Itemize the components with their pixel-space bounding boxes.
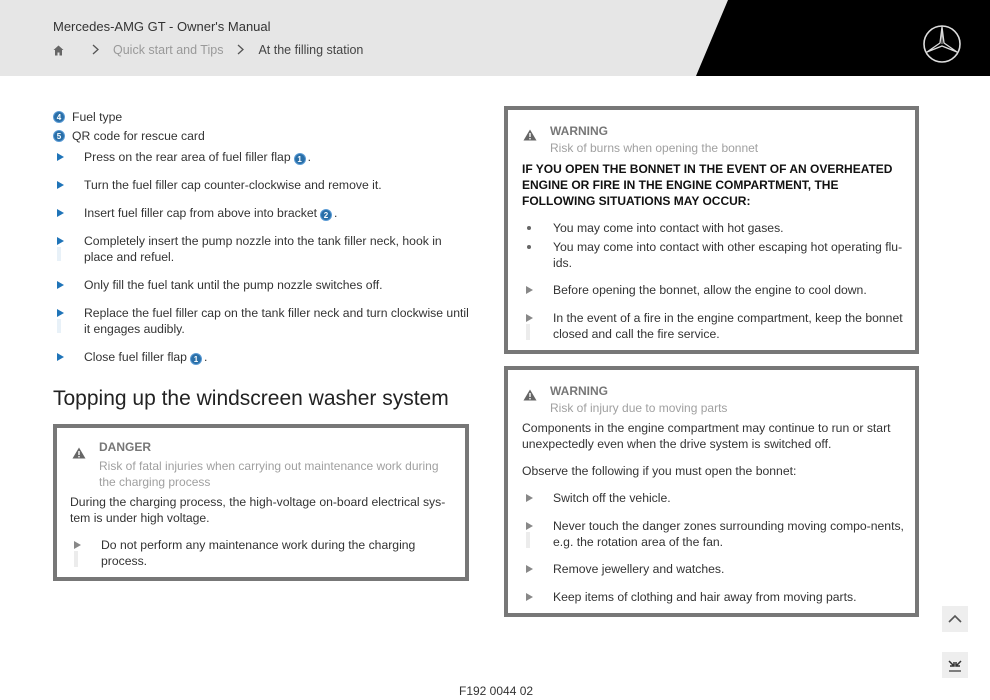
breadcrumb (53, 42, 363, 58)
warning-label: WARNING (550, 384, 608, 398)
step-text: Replace the fuel filler cap on the tank filler neck and turn clockwise until it engages audibly. (84, 306, 469, 336)
step-text: Only fill the fuel tank until the pump nozzle switches off. (84, 278, 383, 292)
warning-step (522, 589, 913, 605)
step-bar (74, 551, 78, 567)
callout-number: 1 (190, 353, 202, 365)
step-text: Never touch the danger zones surrounding moving compo-nents, e.g. the rotation area of the fan. (553, 519, 904, 549)
step-arrow-icon (57, 353, 64, 361)
step-text: Press on the rear area of fuel filler flap (84, 150, 291, 164)
bullet-dot (527, 226, 531, 230)
step-text: Keep items of clothing and hair away from moving parts. (553, 590, 857, 604)
step-text: Insert fuel filler cap from above into bracket (84, 206, 318, 220)
step-arrow-icon (57, 237, 64, 245)
step-text: Remove jewellery and watches. (553, 562, 725, 576)
instruction-step (53, 349, 473, 365)
step-text: Before opening the bonnet, allow the engine to cool down. (553, 283, 867, 297)
step-arrow-icon (526, 314, 533, 322)
step-arrow-icon (57, 309, 64, 317)
step-text: Turn the fuel filler cap counter-clockwise and remove it. (84, 178, 382, 192)
warning-subtitle: Risk of burns when opening the bonnet (550, 141, 759, 155)
chevron-up-icon (942, 606, 968, 632)
warning-caps-text: IF YOU OPEN THE BONNET IN THE EVENT OF AN OVERHEATED ENGINE OR FIRE IN THE ENGINE COMPARTMENT, THE FOLLOWING SITUATIONS MAY OCCUR: (522, 162, 893, 208)
bullet-text: You may come into contact with other escaping hot operating flu-ids. (553, 240, 903, 270)
callout-number: 5 (53, 130, 65, 142)
warning-step (522, 518, 913, 550)
figure-code: F192 0044 02 (459, 684, 534, 698)
danger-body: During the charging process, the high-voltage on-board electrical sys-tem is under high voltage. (70, 495, 446, 525)
scroll-to-top-button[interactable] (942, 606, 968, 632)
bullet-text: You may come into contact with hot gases. (553, 221, 784, 235)
instruction-step (53, 205, 473, 221)
step-text: Switch off the vehicle. (553, 491, 671, 505)
instruction-step (53, 305, 473, 337)
warning-body: Components in the engine compartment may continue to run or start unexpectedly even when the drive system is switched off. (522, 421, 891, 451)
step-arrow-icon (74, 541, 81, 549)
step-bar (526, 532, 530, 548)
callout-number: 1 (294, 153, 306, 165)
step-bar (57, 319, 61, 333)
step-bar (57, 247, 61, 261)
danger-subtitle: Risk of fatal injuries when carrying out maintenance work during the charging process (99, 459, 439, 489)
instruction-step (53, 233, 473, 265)
warning-triangle-icon (72, 446, 86, 458)
warning-triangle-icon (523, 128, 537, 140)
step-bar (526, 324, 530, 340)
warning-box-burns (504, 106, 919, 354)
warning-label: WARNING (550, 124, 608, 138)
bullet-item (522, 239, 913, 271)
step-text-end: . (334, 206, 338, 220)
list-item-label: QR code for rescue card (72, 128, 205, 143)
step-text-end: . (203, 350, 208, 364)
step-text: Do not perform any maintenance work during the charging process. (101, 538, 416, 568)
danger-box (53, 424, 469, 581)
step-text: Completely insert the pump nozzle into the tank filler neck, hook in place and refuel. (84, 234, 442, 264)
warning-box-moving-parts (504, 366, 919, 617)
step-arrow-icon (57, 153, 64, 161)
fuel-instructions (53, 107, 473, 365)
step-arrow-icon (57, 209, 64, 217)
step-arrow-icon (526, 286, 533, 294)
step-arrow-icon (526, 565, 533, 573)
list-item (53, 107, 473, 126)
list-item-label: Fuel type (72, 109, 123, 124)
step-text-end: . (307, 150, 312, 164)
collapse-button[interactable] (942, 652, 968, 678)
app-title: Mercedes-AMG GT - Owner's Manual (53, 19, 271, 34)
step-text: In the event of a fire in the engine compartment, keep the bonnet closed and call the fire service. (553, 311, 903, 341)
instruction-step (53, 149, 473, 165)
home-icon[interactable] (53, 45, 64, 56)
warning-step (522, 310, 913, 342)
callout-number: 2 (320, 209, 332, 221)
warning-subtitle: Risk of injury due to moving parts (550, 401, 728, 415)
instruction-step (53, 177, 473, 193)
mercedes-star-logo[interactable] (922, 24, 962, 64)
section-title: Topping up the windscreen washer system (53, 387, 449, 410)
warning-triangle-icon (523, 388, 537, 400)
step-text: Close fuel filler flap (84, 350, 187, 364)
bullet-dot (527, 245, 531, 249)
breadcrumb-current: At the filling station (258, 43, 364, 57)
callout-number: 4 (53, 111, 65, 123)
step-arrow-icon (526, 522, 533, 530)
warning-step (522, 561, 913, 577)
step-arrow-icon (526, 494, 533, 502)
warning-step (522, 490, 913, 506)
breadcrumb-link-quick-start[interactable]: Quick start and Tips (113, 43, 224, 57)
list-item (53, 126, 473, 145)
collapse-icon (942, 652, 968, 678)
danger-label: DANGER (99, 440, 152, 454)
step-arrow-icon (526, 593, 533, 601)
bullet-item (522, 220, 913, 236)
chevron-right-icon (237, 43, 244, 58)
step-arrow-icon (57, 281, 64, 289)
warning-body: Observe the following if you must open the bonnet: (522, 464, 797, 478)
instruction-step (53, 277, 473, 293)
danger-step (70, 537, 451, 569)
warning-step (522, 282, 913, 298)
step-arrow-icon (57, 181, 64, 189)
chevron-right-icon (92, 43, 99, 58)
